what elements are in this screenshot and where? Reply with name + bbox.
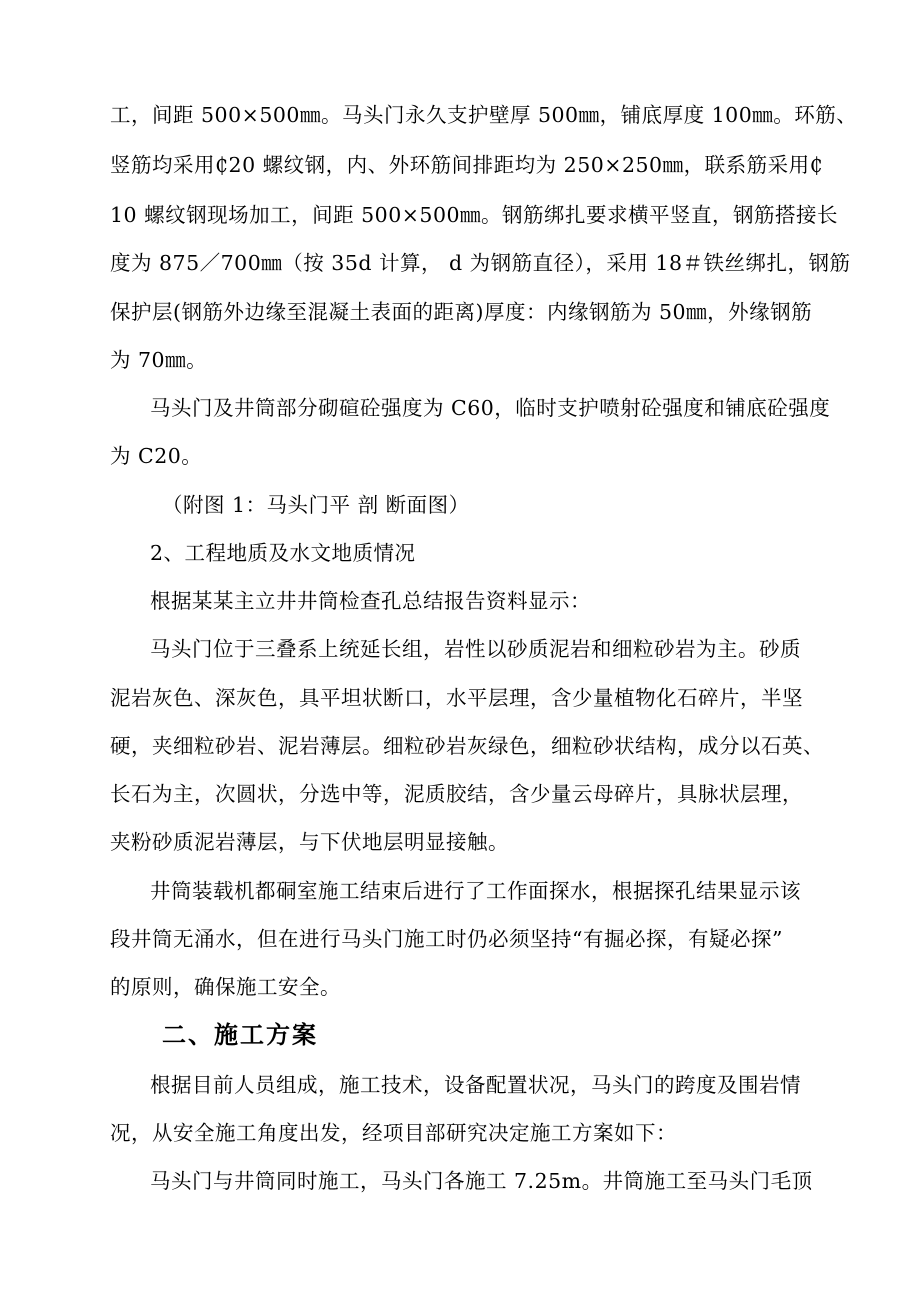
body-line: 为 70㎜。: [110, 348, 208, 372]
body-line: 度为 875／700㎜（按 35d 计算， d 为钢筋直径），采用 18＃铁丝绑扎，钢筋: [110, 251, 851, 275]
body-line: 根据目前人员组成，施工技术，设备配置状况，马头门的跨度及围岩情: [150, 1073, 801, 1097]
body-line: 段井筒无涌水，但在进行马头门施工时仍必须坚持“有掘必探，有疑必探”: [110, 927, 783, 951]
body-line: 保护层(钢筋外边缘至混凝土表面的距离)厚度：内缘钢筋为 50㎜，外缘钢筋: [110, 300, 813, 324]
figure-caption: （附图 1：马头门平 剖 断面图）: [162, 493, 470, 517]
body-line: 况，从安全施工角度出发，经项目部研究决定施工方案如下：: [110, 1121, 677, 1145]
body-line: 马头门与井筒同时施工，马头门各施工 7.25m。井筒施工至马头门毛顶: [150, 1169, 813, 1193]
body-line: 夹粉砂质泥岩薄层，与下伏地层明显接触。: [110, 830, 509, 854]
body-line: 为 C20。: [110, 444, 203, 468]
body-line: 马头门位于三叠系上统延长组，岩性以砂质泥岩和细粒砂岩为主。砂质: [150, 637, 801, 661]
section-subheading: 2、工程地质及水文地质情况: [150, 541, 416, 565]
body-line: 根据某某主立井井筒检查孔总结报告资料显示：: [150, 589, 591, 613]
body-line: 10 螺纹钢现场加工，间距 500×500㎜。钢筋绑扎要求横平竖直，钢筋搭接长: [110, 203, 839, 227]
body-line: 马头门及井筒部分砌碹砼强度为 C60，临时支护喷射砼强度和铺底砼强度: [150, 396, 831, 420]
body-line: 竖筋均采用₵20 螺纹钢，内、外环筋间排距均为 250×250㎜，联系筋采用₵: [110, 153, 824, 177]
body-line: 井筒装载机都硐室施工结束后进行了工作面探水，根据探孔结果显示该: [150, 879, 801, 903]
body-line: 长石为主，次圆状，分选中等，泥质胶结，含少量云母碎片，具脉状层理，: [110, 782, 803, 806]
body-line: 工，间距 500×500㎜。马头门永久支护壁厚 500㎜，铺底厚度 100㎜。环筋、: [110, 103, 858, 127]
body-line: 的原则，确保施工安全。: [110, 975, 341, 999]
body-line: 硬，夹细粒砂岩、泥岩薄层。细粒砂岩灰绿色，细粒砂状结构，成分以石英、: [110, 734, 824, 758]
section-heading: 二、施工方案: [162, 1021, 318, 1049]
body-line: 泥岩灰色、深灰色，具平坦状断口，水平层理，含少量植物化石碎片，半坚: [110, 686, 803, 710]
